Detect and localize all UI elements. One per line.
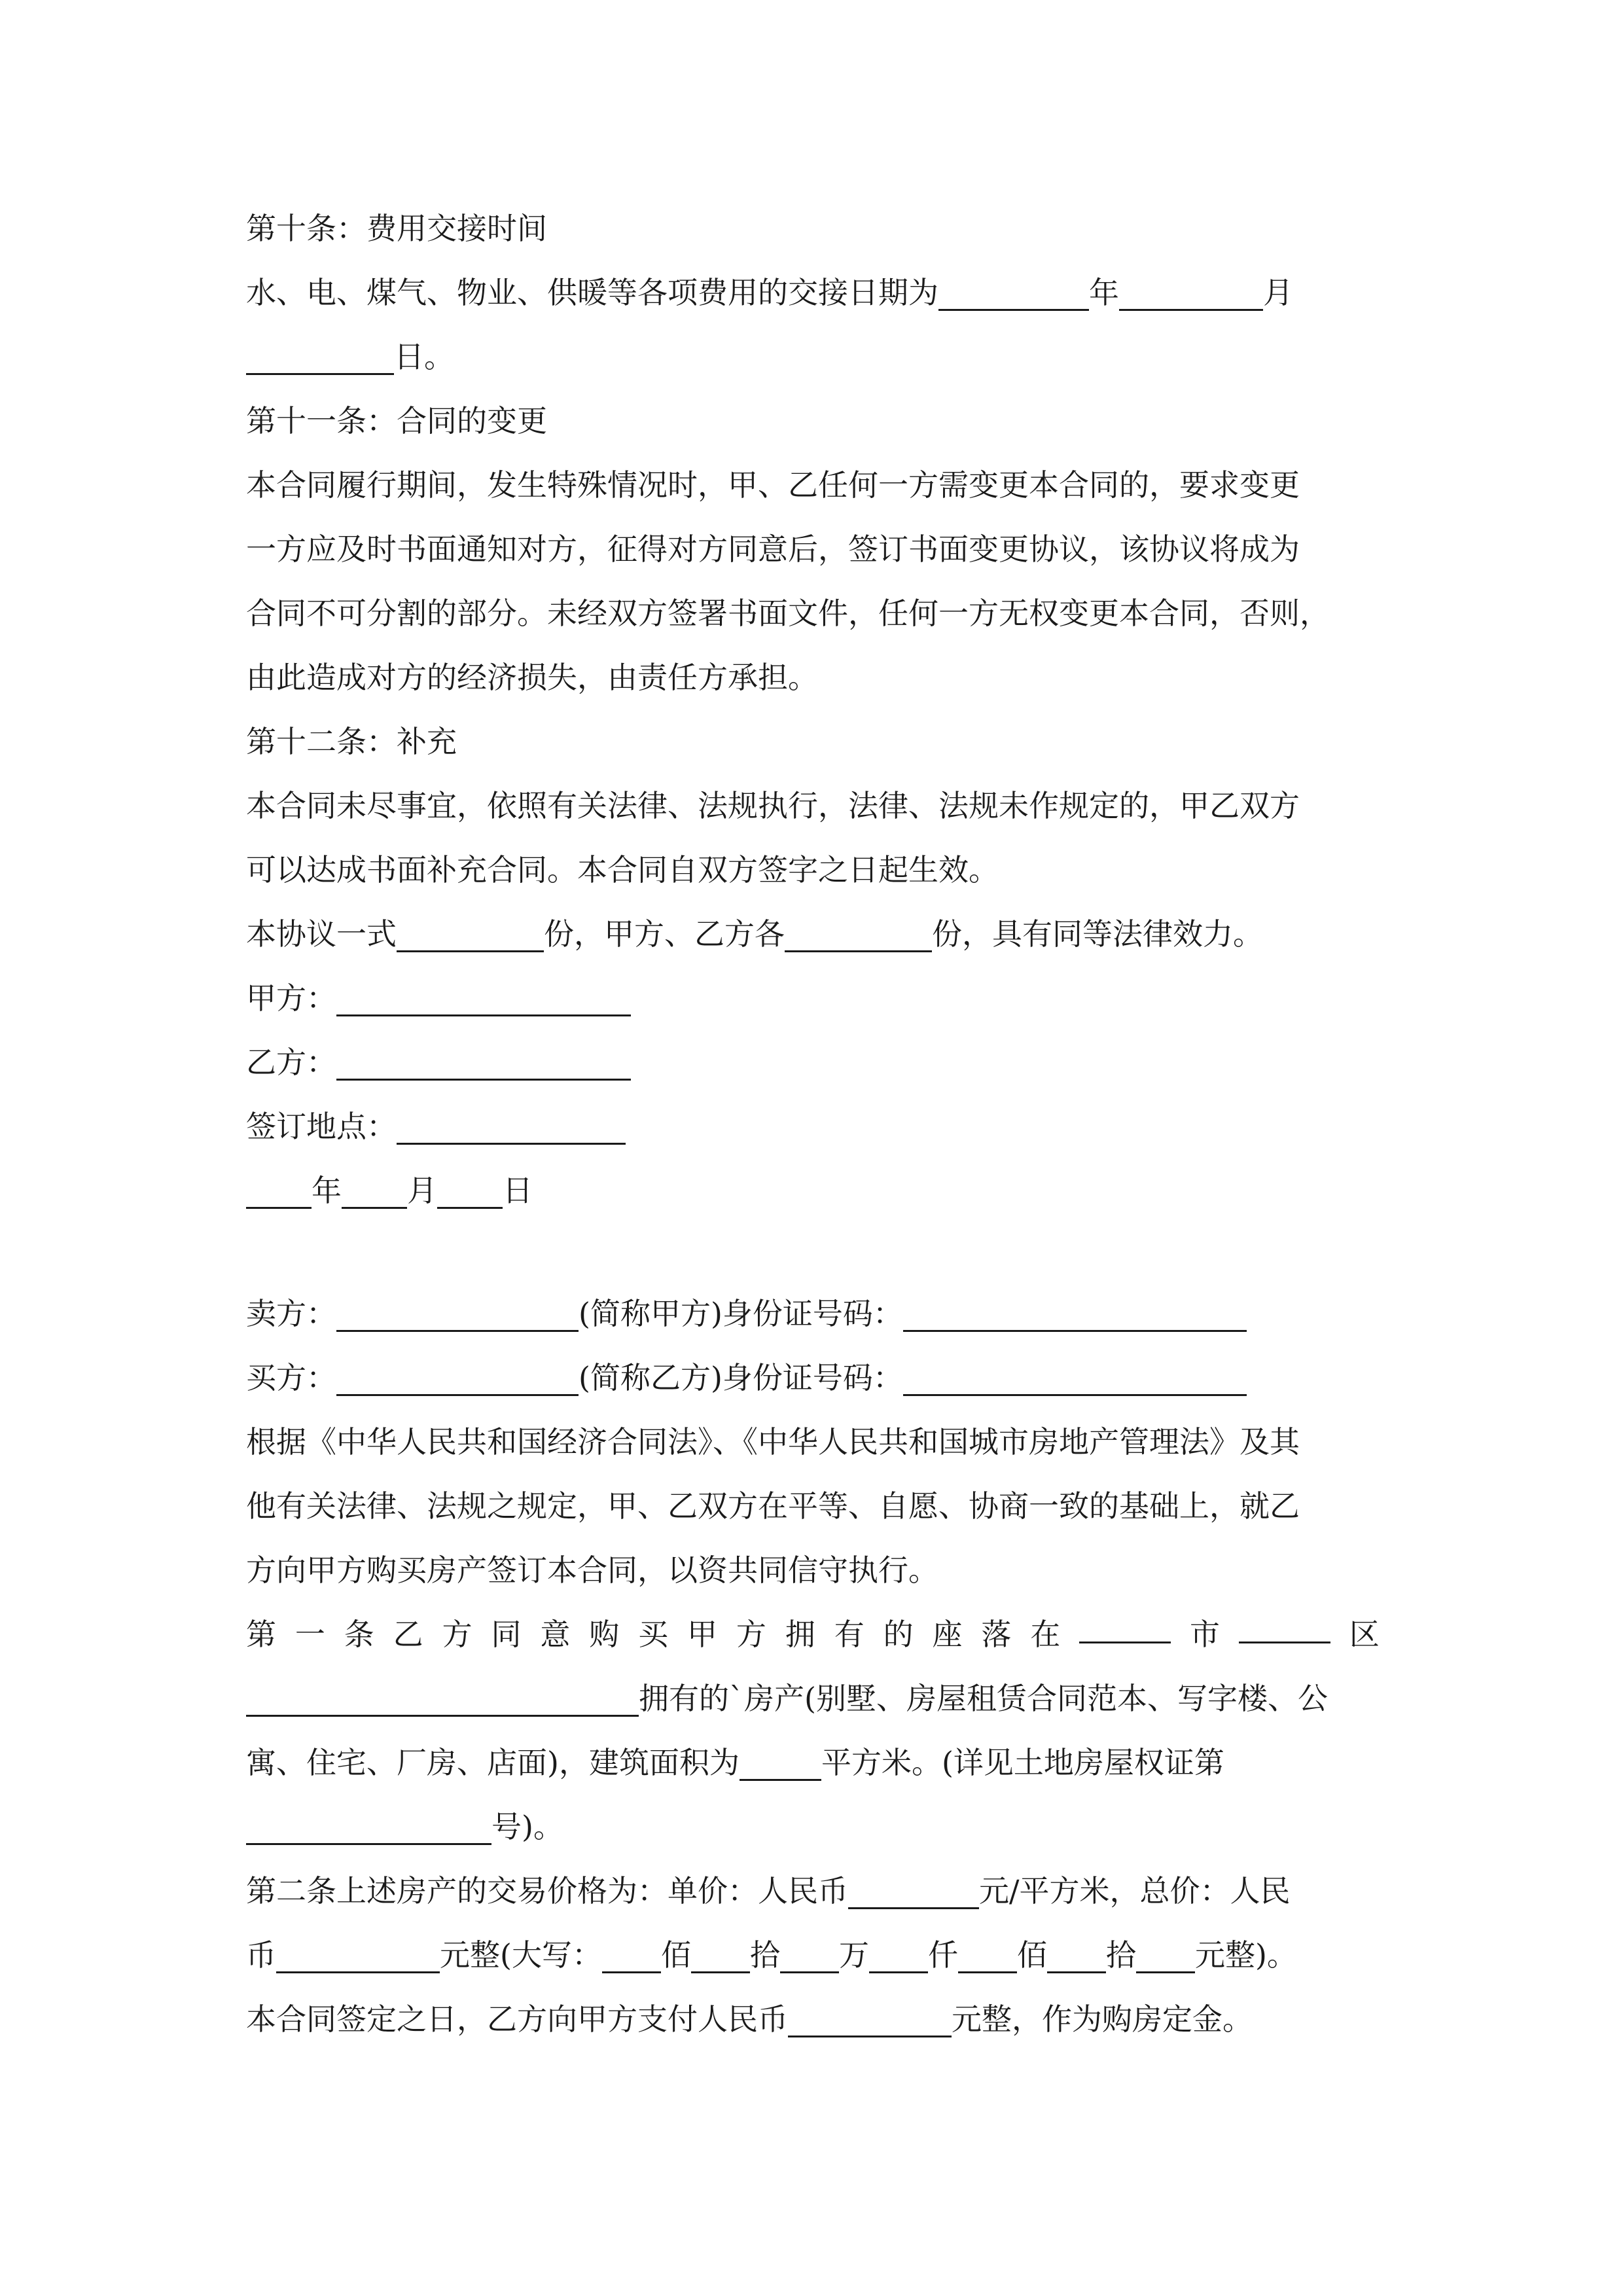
address-field[interactable] <box>246 1676 639 1717</box>
signing-date: 年 月 日 <box>246 1158 533 1223</box>
article-2-line-1: 第二条上述房产的交易价格为：单价：人民币 元/平方米，总价：人民 <box>246 1859 1291 1923</box>
copies-line: 本协议一式 份，甲方、乙方各 份，具有同等法律效力。 <box>246 902 1263 966</box>
article-11-line-4: 由此造成对方的经济损失，由责任方承担。 <box>246 660 818 695</box>
blank-month[interactable] <box>1119 270 1263 311</box>
blank-year[interactable] <box>938 270 1089 311</box>
intro-line-1: 根据《中华人民共和国经济合同法》、《中华人民共和国城市房地产管理法》及其 <box>246 1424 1300 1460</box>
amount-hundred-field[interactable] <box>958 1932 1017 1973</box>
seller-line: 卖方： (简称甲方)身份证号码： <box>246 1282 1247 1346</box>
blank-day[interactable] <box>246 334 394 375</box>
certificate-number-field[interactable] <box>246 1804 491 1845</box>
sign-year-field[interactable] <box>246 1168 312 1209</box>
party-a-field[interactable] <box>336 975 631 1016</box>
buyer-id-field[interactable] <box>903 1355 1247 1396</box>
amount-unit-field[interactable] <box>1136 1932 1195 1973</box>
article-10-line-2: 日。 <box>246 325 454 389</box>
sign-day-field[interactable] <box>437 1168 503 1209</box>
article-1-line-1: 第 一 条 乙 方 同 意 购 买 甲 方 拥 有 的 座 落 在 市 区 <box>246 1602 1380 1666</box>
blank-copies-each[interactable] <box>785 911 932 952</box>
blank-copies-total[interactable] <box>397 911 544 952</box>
party-a-signature: 甲方： <box>246 966 631 1030</box>
amount-hundred-million-field[interactable] <box>602 1932 661 1973</box>
amount-ten-million-field[interactable] <box>691 1932 750 1973</box>
deposit-line: 本合同签定之日，乙方向甲方支付人民币 元整，作为购房定金。 <box>246 1987 1253 2051</box>
city-field[interactable] <box>1079 1602 1171 1643</box>
seller-id-field[interactable] <box>903 1291 1247 1332</box>
article-10-title: 第十条：费用交接时间 <box>246 211 547 246</box>
article-12-title: 第十二条：补充 <box>246 724 457 759</box>
amount-ten-thousand-field[interactable] <box>780 1932 839 1973</box>
total-price-field[interactable] <box>276 1932 440 1973</box>
article-2-line-2: 币 元整(大写： 佰 拾 万 仟 佰 拾 元整)。 <box>246 1923 1297 1987</box>
article-11-line-1: 本合同履行期间，发生特殊情况时，甲、乙任何一方需变更本合同的，要求变更 <box>246 467 1300 503</box>
buyer-line: 买方： (简称乙方)身份证号码： <box>246 1346 1247 1410</box>
article-11-line-3: 合同不可分割的部分。未经双方签署书面文件，任何一方无权变更本合同，否则， <box>246 596 1330 631</box>
article-11-title: 第十一条：合同的变更 <box>246 403 547 439</box>
district-field[interactable] <box>1239 1602 1330 1643</box>
article-10-line-1: 水、电、煤气、物业、供暖等各项费用的交接日期为 年 月 <box>246 260 1293 325</box>
article-11-line-2: 一方应及时书面通知对方，征得对方同意后，签订书面变更协议，该协议将成为 <box>246 531 1300 567</box>
article-12-line-1: 本合同未尽事宜，依照有关法律、法规执行，法律、法规未作规定的，甲乙双方 <box>246 788 1300 823</box>
article-1-line-3: 寓、住宅、厂房、店面)，建筑面积为 平方米。(详见土地房屋权证第 <box>246 1731 1224 1795</box>
amount-thousand-field[interactable] <box>869 1932 928 1973</box>
area-field[interactable] <box>740 1740 821 1781</box>
unit-price-field[interactable] <box>848 1868 979 1909</box>
signing-place: 签订地点： <box>246 1094 626 1158</box>
seller-name-field[interactable] <box>336 1291 579 1332</box>
article-12-line-2: 可以达成书面补充合同。本合同自双方签字之日起生效。 <box>246 852 999 888</box>
party-b-field[interactable] <box>336 1039 631 1081</box>
intro-line-3: 方向甲方购买房产签订本合同，以资共同信守执行。 <box>246 1552 938 1588</box>
article-1-line-2: 拥有的`房产(别墅、房屋租赁合同范本、写字楼、公 <box>246 1666 1328 1731</box>
article-1-line-4: 号)。 <box>246 1795 563 1859</box>
signing-place-field[interactable] <box>397 1103 626 1145</box>
deposit-field[interactable] <box>788 1996 952 2037</box>
buyer-name-field[interactable] <box>336 1355 579 1396</box>
sign-month-field[interactable] <box>342 1168 407 1209</box>
party-b-signature: 乙方： <box>246 1030 631 1094</box>
intro-line-2: 他有关法律、法规之规定，甲、乙双方在平等、自愿、协商一致的基础上，就乙 <box>246 1488 1300 1524</box>
amount-ten-field[interactable] <box>1047 1932 1106 1973</box>
